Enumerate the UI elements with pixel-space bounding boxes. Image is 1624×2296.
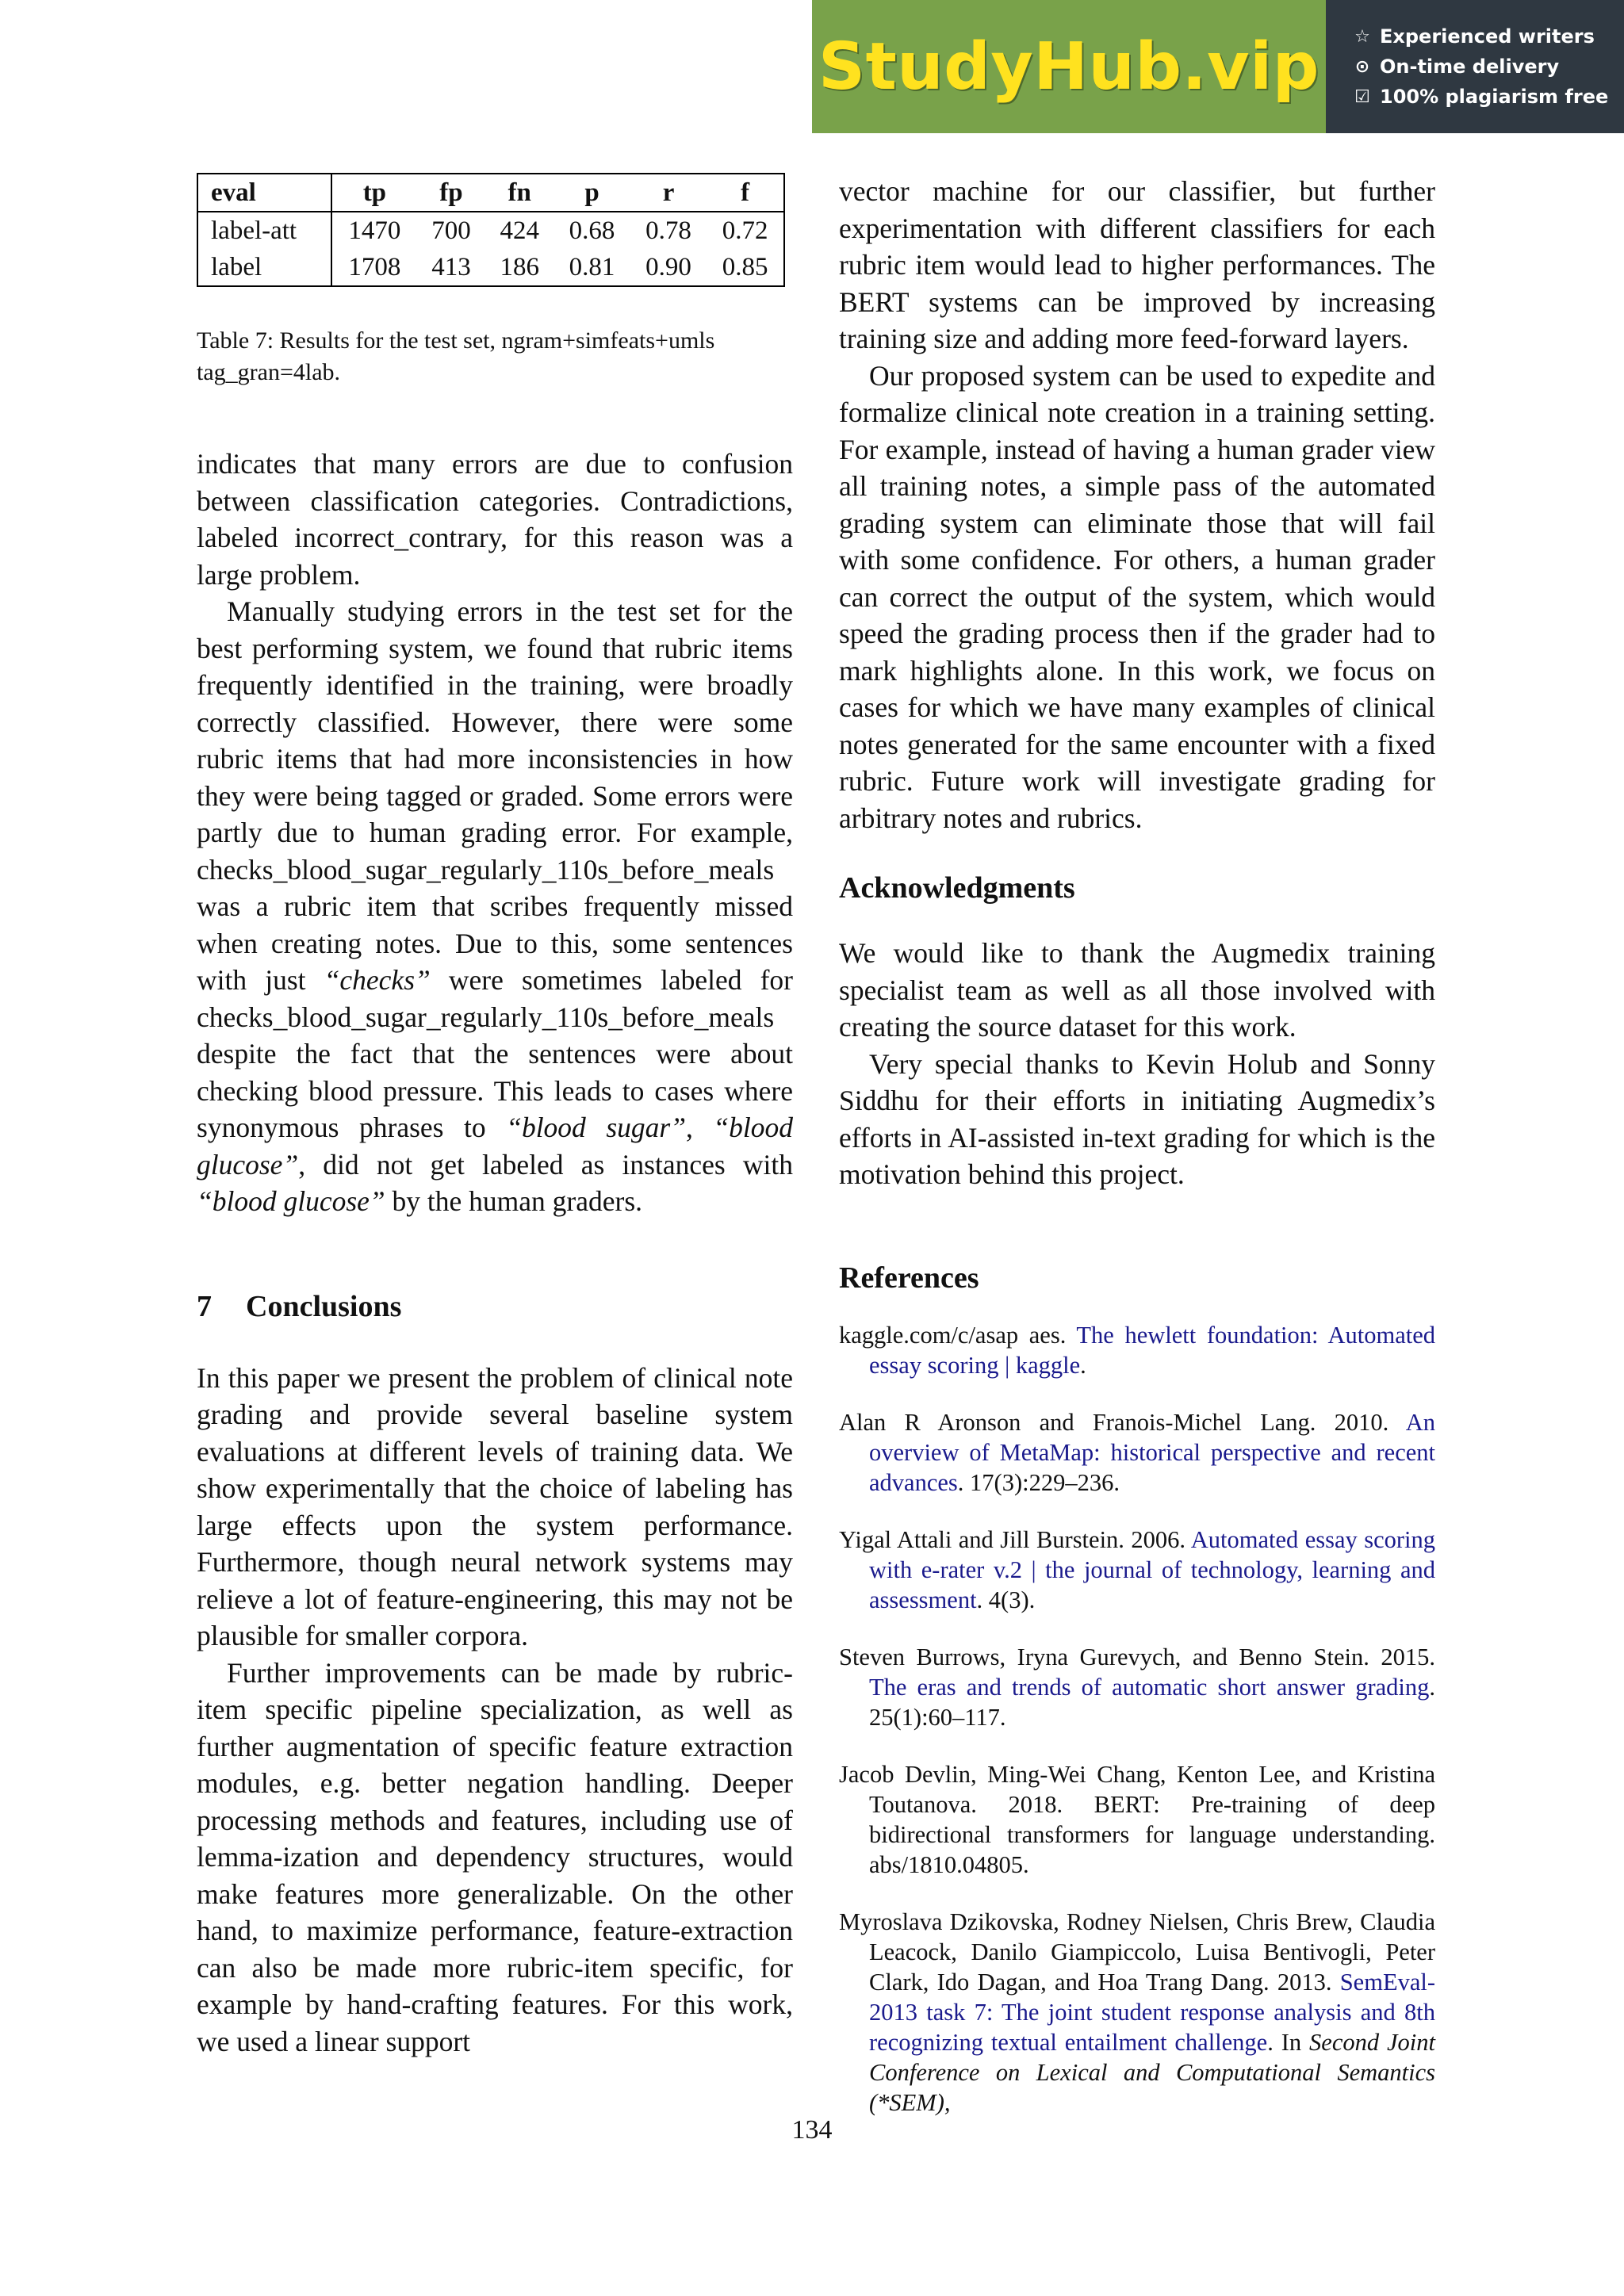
quoted-term: “checks” — [324, 964, 431, 996]
paragraph-errors-confusion: indicates that many errors are due to confusion between classification categories. Contradictions, labeled incorrect_contrary, for this reason was a large problem. — [197, 448, 793, 591]
ref-link[interactable]: Automated essay scoring with e-rater v.2 | the journal of technology, learning and assessment — [869, 1525, 1436, 1613]
section-heading-acknowledgments: Acknowledgments — [839, 871, 1075, 905]
paragraph-conclusions: In this paper we present the problem of clinical note grading and provide several baseline system evaluations at different levels of training data. We show experimentally that the choice of labeling has large effects upon the system performance. Furthermore, though neural network systems may relieve a lot of feature-engineering, this may not be plausible for smaller corpora. — [197, 1361, 793, 1651]
ref-text: . 25(1):60–117. — [869, 1673, 1435, 1731]
table-header-row — [197, 174, 784, 212]
section-heading-conclusions — [197, 1288, 793, 1325]
paragraph-manual-study — [197, 593, 793, 1220]
ref-text: Alan R Aronson and Franois-Michel Lang. 2010. — [839, 1408, 1406, 1436]
left-column — [197, 166, 793, 2060]
results-table — [197, 173, 785, 287]
text-run: , — [685, 1112, 714, 1143]
reference-entry — [839, 1642, 1435, 1732]
feature-label: 100% plagiarism free — [1380, 86, 1609, 108]
table-header: tp — [331, 174, 417, 212]
reference-entry — [839, 1320, 1435, 1380]
table-cell: 0.90 — [645, 253, 691, 281]
ref-venue: Second Joint Conference on Lexical and Computational Semantics (*SEM), — [869, 2028, 1435, 2116]
ref-text: Jacob Devlin, Ming-Wei Chang, Kenton Lee, and Kristina Toutanova. 2018. BERT: Pre-training of deep bidirectional transformers for language understanding. abs/1810.04805. — [839, 1760, 1435, 1878]
text-run: were sometimes labeled for checks_blood_sugar_regularly_110s_before_meals despite the fact that the sentences were about checking blood pressure. This leads to cases where synonymous phrases to — [197, 964, 793, 1143]
reference-entry — [839, 1759, 1435, 1880]
table-cell: label — [197, 249, 331, 286]
ref-text: . In — [1267, 2028, 1310, 2056]
paragraph-proposed-system: Our proposed system can be used to expedite and formalize clinical note creation in a training setting. For example, instead of having a human grader view all training notes, a simple pass of the automated grading system can eliminate those that will fail with some confidence. For others, a human grader can correct the output of the system, which would speed the grading process then if the grader had to mark highlights alone. In this work, we focus on cases for which we have many examples of clinical notes generated for the same encounter with a fixed rubric. Future work will investigate grading for arbitrary notes and rubrics. — [839, 359, 1435, 834]
table-header: p — [553, 174, 630, 212]
table-cell: 1470 — [348, 216, 401, 245]
ref-link[interactable]: SemEval-2013 task 7: The joint student response analysis and 8th recognizing textual entailment challenge — [869, 1968, 1435, 2056]
star-icon: ☆ — [1354, 26, 1370, 47]
reference-entry — [839, 1907, 1435, 2118]
table-header: r — [630, 174, 707, 212]
quoted-term: “blood glucose” — [197, 1112, 794, 1181]
check-icon: ☑ — [1354, 86, 1370, 107]
ref-link[interactable]: The hewlett foundation: Automated essay scoring | kaggle — [869, 1321, 1435, 1379]
ref-link[interactable]: The eras and trends of automatic short answer grading — [869, 1673, 1430, 1701]
feature-plagiarism-free — [1353, 86, 1624, 108]
text-run: , did not get labeled as instances with — [298, 1148, 793, 1181]
table-cell: 0.78 — [645, 216, 691, 245]
ref-link[interactable]: An overview of MetaMap: historical perspective and recent advances — [869, 1408, 1435, 1496]
banner-logo[interactable] — [812, 0, 1326, 133]
right-column — [839, 173, 1435, 2145]
table-cell: 0.85 — [722, 253, 768, 281]
table-cell: 424 — [500, 216, 539, 245]
table-header: fp — [417, 174, 485, 212]
paragraph-special-thanks: Very special thanks to Kevin Holub and Sonny Siddhu for their efforts in initiating Augmedix’s efforts in AI-assisted in-text grading for which is the motivation behind this project. — [839, 1047, 1435, 1190]
section-number: 7 — [197, 1289, 212, 1323]
paragraph-improvements: Further improvements can be made by rubric-item specific pipeline specialization, as well as further augmentation of specific feature extraction modules, e.g. better negation handling. Deeper processing methods and features, including use of lemma-ization and dependency structures, would make features more generalizable. On the other hand, to maximize performance, feature-extraction can also be made more rubric-item specific, for example by hand-crafting features. For this work, we used a linear support — [197, 1656, 793, 2057]
table-caption: Table 7: Results for the test set, ngram+simfeats+umls tag_gran=4lab. — [197, 327, 715, 385]
table-cell: 0.72 — [722, 216, 768, 245]
clock-icon: ⊙ — [1354, 56, 1370, 77]
table-cell: 700 — [431, 216, 471, 245]
ref-text: . — [1080, 1351, 1086, 1379]
table-cell: 186 — [500, 253, 539, 281]
quoted-term: “blood sugar” — [506, 1112, 686, 1143]
section-title: Conclusions — [246, 1289, 402, 1323]
ref-text: Steven Burrows, Iryna Gurevych, and Benno Stein. 2015. — [839, 1643, 1435, 1670]
quoted-term: “blood glucose” — [197, 1185, 385, 1217]
banner-features — [1326, 0, 1624, 133]
table-cell: 1708 — [348, 253, 401, 281]
table-cell: 413 — [431, 253, 471, 281]
table-header: fn — [485, 174, 553, 212]
ref-text: . 4(3). — [976, 1586, 1036, 1613]
reference-entry — [839, 1525, 1435, 1615]
ref-text: Myroslava Dzikovska, Rodney Nielsen, Chris Brew, Claudia Leacock, Danilo Giampiccolo, Luisa Bentivogli, Peter Clark, Ido Dagan, and Hoa Trang Dang. 2013. — [839, 1908, 1435, 1996]
table-header: eval — [197, 174, 331, 212]
table-cell: 0.81 — [569, 253, 615, 281]
text-run: Manually studying errors in the test set for the best performing system, we found that rubric items frequently identified in the training, were broadly correctly classified. However, there were some rubric items that had more inconsistencies in how they were being tagged or graded. Some errors were partly due to human grading error. For example, checks_blood_sugar_regularly_110s_before_meals was a rubric item that scribes frequently missed when creating notes. Due to this, some sentences with just — [197, 595, 793, 996]
table-header: f — [707, 174, 784, 212]
paragraph-acknowledgments: We would like to thank the Augmedix training specialist team as well as all those involved with creating the source dataset for this work. — [839, 937, 1435, 1043]
feature-on-time-delivery — [1353, 55, 1624, 78]
table-row — [197, 249, 784, 286]
ref-text: kaggle.com/c/asap aes. — [839, 1321, 1077, 1349]
studyhub-banner[interactable] — [812, 0, 1624, 133]
banner-logo-text: StudyHub.vip — [818, 29, 1320, 105]
page-number: 134 — [791, 2115, 833, 2145]
ref-text: . 17(3):229–236. — [957, 1468, 1120, 1496]
feature-label: On-time delivery — [1380, 55, 1560, 78]
reference-entry — [839, 1407, 1435, 1498]
feature-label: Experienced writers — [1380, 25, 1595, 48]
text-run: by the human graders. — [385, 1185, 643, 1217]
feature-experienced-writers — [1353, 25, 1624, 48]
table-cell: label-att — [197, 212, 331, 249]
ref-text: Yigal Attali and Jill Burstein. 2006. — [839, 1525, 1191, 1553]
section-heading-references: References — [839, 1261, 979, 1295]
table-cell: 0.68 — [569, 216, 615, 245]
table-row — [197, 212, 784, 249]
paragraph-svm-continuation: vector machine for our classifier, but further experimentation with different classifiers for each rubric item would lead to higher performances. The BERT systems can be improved by increasing training size and adding more feed-forward layers. — [839, 175, 1435, 354]
